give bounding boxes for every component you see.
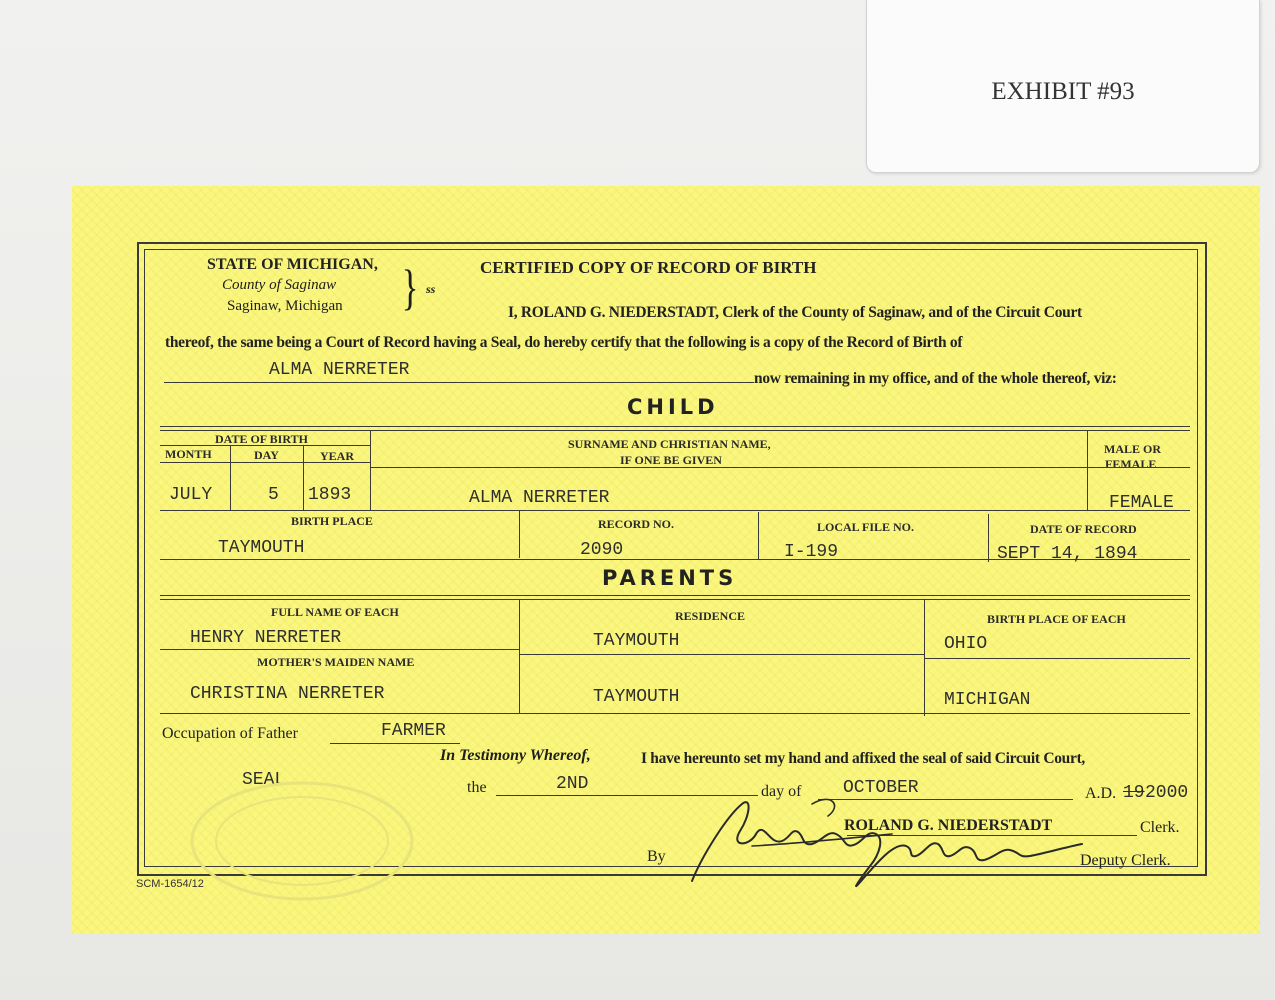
month-label: MONTH	[165, 447, 212, 461]
deputy-clerk-label: Deputy Clerk.	[1080, 852, 1171, 869]
name-sex-divider	[1087, 430, 1088, 510]
mother-residence-value: TAYMOUTH	[593, 687, 680, 707]
child-sex-value: FEMALE	[1109, 493, 1174, 513]
occupation-underline	[330, 743, 460, 744]
certification-line-1: I, ROLAND G. NIEDERSTADT, Clerk of the County of Saginaw, and of the Circuit Court	[508, 304, 1082, 321]
residence-label: RESIDENCE	[675, 609, 746, 623]
record-file-divider	[758, 512, 759, 560]
exhibit-sticker	[866, 0, 1260, 173]
mothers-maiden-name-label: MOTHER'S MAIDEN NAME	[257, 655, 415, 669]
testimony-day-value: 2ND	[556, 774, 589, 794]
struck-century-prefix: 19	[1123, 783, 1145, 803]
month-day-divider	[230, 445, 231, 510]
parents-rule-top	[160, 595, 1190, 596]
birth-day-value: 5	[268, 485, 279, 505]
surname-label-1: SURNAME AND CHRISTIAN NAME,	[568, 437, 771, 451]
testimony-month-value: OCTOBER	[843, 778, 919, 798]
birth-place-label: BIRTH PLACE	[291, 514, 373, 528]
form-number: SCM-1654/12	[136, 878, 204, 890]
testimony-year-value: 2000	[1145, 783, 1189, 803]
county-heading: County of Saginaw	[222, 277, 337, 293]
testimony-text: I have hereunto set my hand and affixed the seal of said Circuit Court,	[641, 750, 1086, 767]
embossed-seal	[182, 776, 422, 906]
dob-name-divider	[370, 430, 371, 510]
mother-name-value: CHRISTINA NERRETER	[190, 684, 385, 704]
father-name-value: HENRY NERRETER	[190, 628, 342, 648]
birth-month-value: JULY	[169, 485, 213, 505]
brace-glyph: }	[401, 259, 419, 315]
child-row-bottom-rule	[160, 510, 1190, 511]
birth-year-value: 1893	[308, 485, 352, 505]
seal-label: SEAL	[242, 770, 286, 790]
remaining-text: now remaining in my office, and of the whole thereof, viz:	[754, 370, 1117, 387]
parent-birth-place-label: BIRTH PLACE OF EACH	[987, 612, 1126, 626]
file-date-divider	[988, 514, 989, 562]
parents-section-title: PARENTS	[602, 566, 738, 590]
day-year-divider	[303, 445, 304, 510]
day-of-label: day of	[761, 783, 802, 800]
date-of-record-value: SEPT 14, 1894	[997, 544, 1138, 564]
occupation-value: FARMER	[381, 721, 446, 741]
record-no-label: RECORD NO.	[598, 517, 675, 531]
child-rule-top-2	[160, 430, 1190, 431]
name-residence-divider	[519, 599, 520, 713]
clerk-label: Clerk.	[1140, 819, 1180, 836]
father-row-rule-a	[160, 649, 520, 650]
birthplace-row-bottom-rule	[160, 559, 1190, 560]
local-file-no-label: LOCAL FILE NO.	[817, 520, 915, 534]
date-of-birth-label: DATE OF BIRTH	[215, 432, 308, 446]
certificate-title: CERTIFIED COPY OF RECORD OF BIRTH	[480, 258, 817, 277]
full-name-label: FULL NAME OF EACH	[271, 605, 399, 619]
date-of-record-label: DATE OF RECORD	[1030, 522, 1137, 536]
birth-certificate	[72, 186, 1260, 934]
surname-label-2: IF ONE BE GIVEN	[620, 453, 722, 467]
child-section-title: CHILD	[627, 395, 719, 419]
occupation-label: Occupation of Father	[162, 725, 298, 742]
mother-row-bottom-rule	[160, 713, 1190, 714]
testimony-lead: In Testimony Whereof,	[440, 747, 591, 764]
father-row-rule-c	[924, 658, 1190, 659]
dob-header-bottom-rule	[160, 462, 370, 463]
day-label: DAY	[254, 448, 279, 462]
child-rule-top	[160, 426, 1190, 427]
state-heading: STATE OF MICHIGAN,	[207, 256, 378, 273]
record-no-value: 2090	[580, 540, 624, 560]
record-of-name: ALMA NERRETER	[269, 360, 410, 380]
local-file-no-value: I-199	[784, 542, 839, 562]
child-header-bottom-rule	[370, 467, 1190, 468]
record-of-underline	[164, 382, 754, 383]
child-name-value: ALMA NERRETER	[469, 488, 610, 508]
ad-label: A.D.	[1085, 785, 1117, 802]
year-label: YEAR	[320, 449, 355, 463]
by-label: By	[647, 848, 666, 865]
father-birth-place-value: OHIO	[944, 634, 988, 654]
birth-place-value: TAYMOUTH	[218, 538, 305, 558]
exhibit-number: EXHIBIT #93	[991, 78, 1135, 105]
certification-line-2: thereof, the same being a Court of Record having a Seal, do hereby certify that the following is a copy of the Record of Birth of	[165, 334, 963, 351]
dob-rule	[160, 445, 370, 446]
parents-rule-top-2	[160, 599, 1190, 600]
city-heading: Saginaw, Michigan	[227, 298, 343, 314]
deputy-signature	[632, 786, 1092, 901]
the-label: the	[467, 779, 487, 796]
father-residence-value: TAYMOUTH	[593, 631, 680, 651]
birthplace-record-divider	[519, 510, 520, 558]
sex-label-1: MALE OR	[1104, 442, 1161, 456]
mother-birth-place-value: MICHIGAN	[944, 690, 1031, 710]
sex-label-2: FEMALE	[1105, 457, 1157, 471]
clerk-name: ROLAND G. NIEDERSTADT	[844, 817, 1053, 834]
ss-mark: ss	[426, 282, 436, 296]
father-row-rule-b	[519, 654, 924, 655]
